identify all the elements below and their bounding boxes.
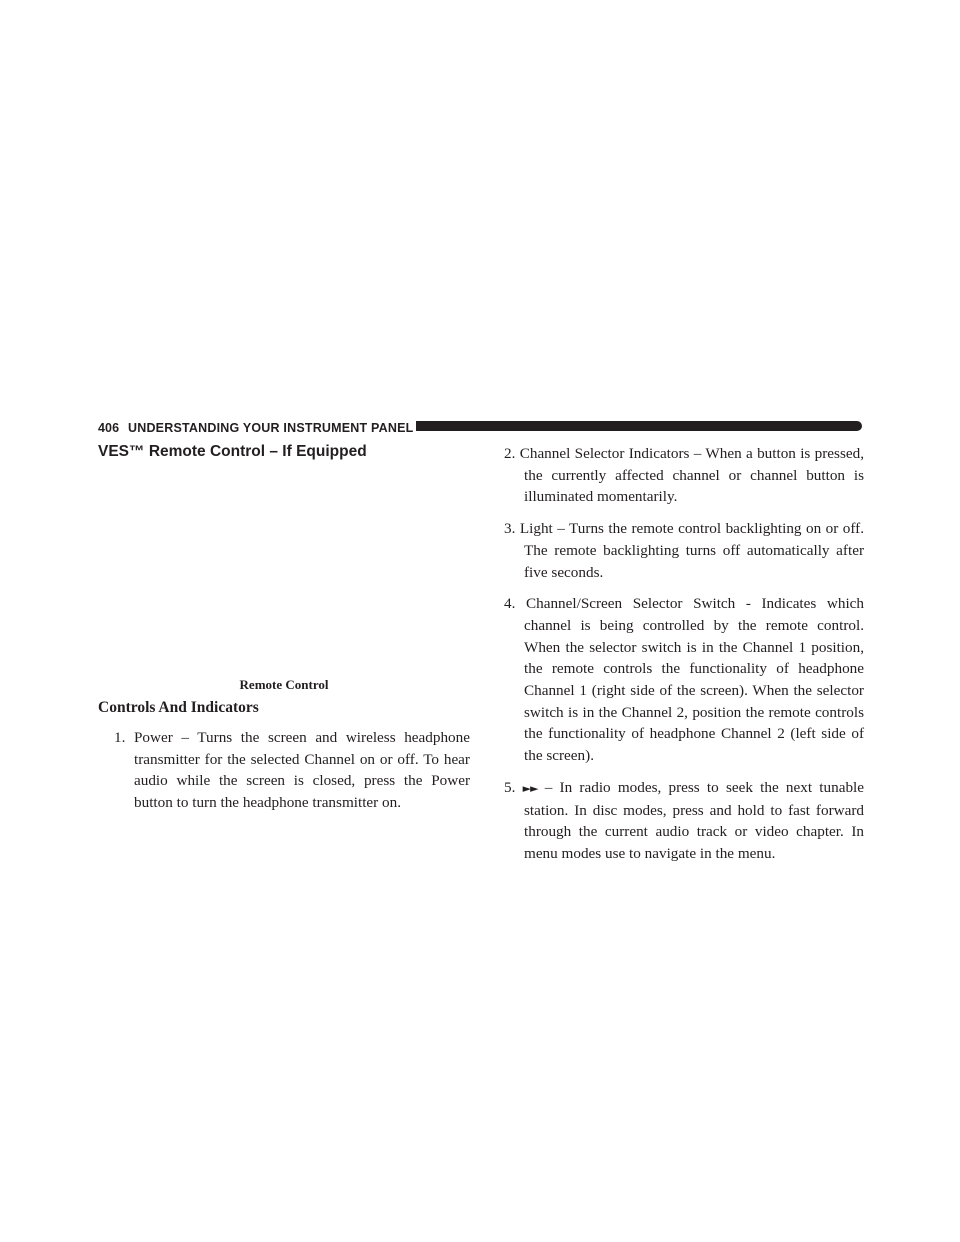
list-item-1: [98, 727, 470, 814]
list-text: Light – Turns the remote control backlighting on or off. The remote backlighting turns off automatically after five seconds.: [519, 520, 865, 581]
list-item-5: [488, 777, 864, 865]
list-item-3: [488, 518, 864, 583]
page-header: [98, 419, 864, 437]
section-title: UNDERSTANDING YOUR INSTRUMENT PANEL: [128, 421, 414, 435]
list-text: Channel Selector Indicators – When a button is pressed, the currently affected channel or channel button is illuminated momentarily.: [519, 445, 865, 506]
list-text: – In radio modes, press to seek the next tunable station. In disc modes, press and hold to fast forward through the current audio track or video chapter. In menu modes use to navigate in the menu.: [524, 778, 864, 862]
left-column: [98, 440, 470, 824]
page-number: 406: [98, 421, 120, 435]
list-text: Power – Turns the screen and wireless headphone transmitter for the selected Channel on or off. To hear audio while the screen is closed, press the Power button to turn the headphone transmitter on.: [133, 729, 470, 812]
right-column: [488, 440, 864, 875]
list-number: 2.: [504, 445, 516, 462]
list-number: 5.: [504, 778, 516, 796]
subsection-heading: Controls And Indicators: [98, 699, 259, 716]
header-rule-bar: [416, 421, 862, 431]
list-item-2: [488, 443, 864, 508]
list-number: 3.: [504, 520, 516, 538]
section-heading: VES™ Remote Control – If Equipped: [98, 443, 367, 460]
list-item-4: [488, 593, 864, 767]
list-number: 4.: [504, 595, 516, 613]
remote-control-figure: [98, 461, 470, 693]
list-number: 1.: [114, 729, 126, 746]
figure-caption: Remote Control: [239, 677, 329, 692]
fast-forward-icon: ►►: [522, 781, 538, 795]
list-text: Channel/Screen Selector Switch - Indicates which channel is being controlled by the remote control. When the selector switch is in the Channel 1 position, the remote controls the functionality of headphone Channel 1 (right side of the screen). When the selector switch is in the Channel 2, position the remote controls the functionality of headphone Channel 2 (left side of the screen).: [524, 595, 865, 765]
